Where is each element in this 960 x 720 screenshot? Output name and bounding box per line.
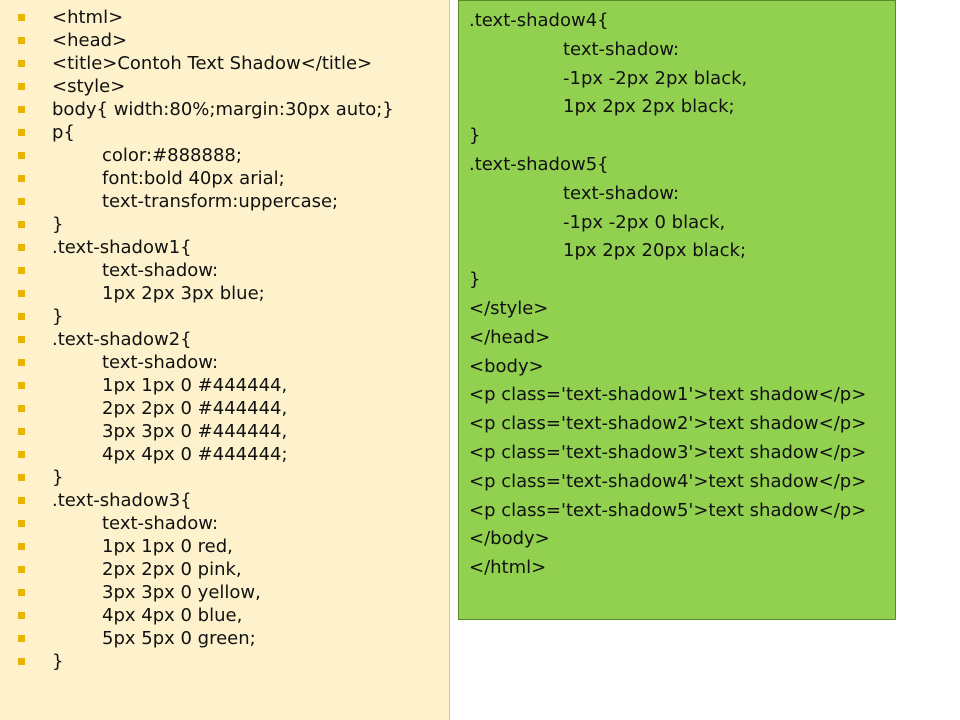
square-bullet-icon (18, 359, 25, 366)
code-line (0, 52, 449, 75)
square-bullet-icon (18, 474, 25, 481)
code-line-text: 4px 4px 0 blue, (102, 605, 243, 626)
code-line (459, 554, 895, 583)
code-line-text: <p class='text-shadow1'>text shadow</p> (469, 384, 867, 406)
code-line (459, 151, 895, 180)
code-line (0, 627, 449, 650)
code-line (0, 121, 449, 144)
code-line (0, 512, 449, 535)
code-line-text: <p class='text-shadow3'>text shadow</p> (469, 441, 867, 463)
square-bullet-icon (18, 497, 25, 504)
code-line (0, 98, 449, 121)
code-line (0, 420, 449, 443)
code-line-text: } (52, 467, 64, 488)
code-line (459, 468, 895, 497)
square-bullet-icon (18, 129, 25, 136)
square-bullet-icon (18, 589, 25, 596)
code-line-text: 1px 1px 0 red, (102, 536, 233, 557)
code-line (459, 180, 895, 209)
square-bullet-icon (18, 106, 25, 113)
code-line-text: <p class='text-shadow5'>text shadow</p> (469, 499, 867, 521)
code-line (0, 305, 449, 328)
code-line (0, 213, 449, 236)
code-line-text: .text-shadow1{ (52, 237, 192, 258)
code-line-text: .text-shadow2{ (52, 329, 192, 350)
code-line (0, 558, 449, 581)
code-line-text: 5px 5px 0 green; (102, 628, 256, 649)
square-bullet-icon (18, 152, 25, 159)
code-line-text: } (469, 125, 481, 147)
code-line-text: text-transform:uppercase; (102, 191, 339, 212)
square-bullet-icon (18, 221, 25, 228)
square-bullet-icon (18, 566, 25, 573)
code-line-text: } (52, 651, 64, 672)
code-line-text: .text-shadow5{ (469, 153, 609, 175)
code-line-text: </style> (469, 297, 549, 319)
code-line (0, 282, 449, 305)
code-line (459, 93, 895, 122)
code-line-text: } (469, 269, 481, 291)
code-line (0, 535, 449, 558)
code-line-text: } (52, 214, 64, 235)
square-bullet-icon (18, 313, 25, 320)
code-line (0, 6, 449, 29)
code-line-text: 3px 3px 0 yellow, (102, 582, 261, 603)
code-line (459, 7, 895, 36)
code-line (0, 167, 449, 190)
code-line-text: .text-shadow3{ (52, 490, 192, 511)
square-bullet-icon (18, 405, 25, 412)
square-bullet-icon (18, 612, 25, 619)
code-line-text: text-shadow: (102, 260, 219, 281)
code-line-text: text-shadow: (563, 182, 680, 204)
square-bullet-icon (18, 428, 25, 435)
code-line-text: 4px 4px 0 #444444; (102, 444, 288, 465)
code-line (459, 36, 895, 65)
code-line-text: text-shadow: (102, 352, 219, 373)
code-line (459, 237, 895, 266)
square-bullet-icon (18, 83, 25, 90)
code-line-text: <p class='text-shadow4'>text shadow</p> (469, 470, 867, 492)
code-line-text: font:bold 40px arial; (102, 168, 285, 189)
square-bullet-icon (18, 60, 25, 67)
square-bullet-icon (18, 635, 25, 642)
code-line-text: body{ width:80%;margin:30px auto;} (52, 99, 394, 120)
code-line (0, 489, 449, 512)
code-line (0, 604, 449, 627)
code-line-text: -1px -2px 0 black, (563, 211, 726, 233)
left-code-list (0, 0, 449, 673)
square-bullet-icon (18, 520, 25, 527)
square-bullet-icon (18, 543, 25, 550)
code-line (0, 466, 449, 489)
code-line (459, 381, 895, 410)
square-bullet-icon (18, 382, 25, 389)
square-bullet-icon (18, 336, 25, 343)
code-line-text: <title>Contoh Text Shadow</title> (52, 53, 373, 74)
code-line-text: <html> (52, 7, 124, 28)
square-bullet-icon (18, 658, 25, 665)
code-line-text: </body> (469, 528, 550, 550)
code-line-text: <p class='text-shadow2'>text shadow</p> (469, 413, 867, 435)
code-line-text: } (52, 306, 64, 327)
right-code-panel (458, 0, 896, 620)
code-line (0, 144, 449, 167)
code-line-text: 1px 1px 0 #444444, (102, 375, 288, 396)
code-line (0, 581, 449, 604)
square-bullet-icon (18, 267, 25, 274)
code-line (0, 259, 449, 282)
code-line (459, 65, 895, 94)
code-line-text: <body> (469, 355, 544, 377)
code-line (459, 497, 895, 526)
code-line-text: </head> (469, 326, 551, 348)
code-line (459, 209, 895, 238)
code-line-text: 3px 3px 0 #444444, (102, 421, 288, 442)
code-line-text: 2px 2px 0 pink, (102, 559, 242, 580)
code-line-text: text-shadow: (102, 513, 219, 534)
code-line (459, 439, 895, 468)
code-line-text: .text-shadow4{ (469, 10, 609, 31)
code-line-text: 2px 2px 0 #444444, (102, 398, 288, 419)
code-line (0, 190, 449, 213)
code-line (0, 75, 449, 98)
code-line (0, 351, 449, 374)
code-line (0, 397, 449, 420)
code-line (459, 266, 895, 295)
square-bullet-icon (18, 175, 25, 182)
code-line (459, 410, 895, 439)
code-line-text: 1px 2px 20px black; (563, 240, 747, 262)
code-line-text: -1px -2px 2px black, (563, 67, 748, 89)
code-line (459, 324, 895, 353)
square-bullet-icon (18, 290, 25, 297)
square-bullet-icon (18, 37, 25, 44)
code-line-text: p{ (52, 122, 75, 143)
code-line-text: 1px 2px 2px black; (563, 96, 735, 118)
square-bullet-icon (18, 244, 25, 251)
code-line (459, 122, 895, 151)
code-line-text: color:#888888; (102, 145, 242, 166)
code-line (0, 374, 449, 397)
code-line (459, 295, 895, 324)
code-line-text: <head> (52, 30, 128, 51)
code-line-text: </html> (469, 557, 547, 579)
code-line-text: 1px 2px 3px blue; (102, 283, 265, 304)
code-line (0, 443, 449, 466)
code-line-text: <style> (52, 76, 126, 97)
code-line (459, 525, 895, 554)
code-line (0, 650, 449, 673)
square-bullet-icon (18, 14, 25, 21)
code-line (459, 353, 895, 382)
code-line (0, 29, 449, 52)
code-line-text: text-shadow: (563, 38, 680, 60)
code-line (0, 328, 449, 351)
left-code-panel (0, 0, 450, 720)
right-code-list (459, 1, 895, 583)
code-line (0, 236, 449, 259)
square-bullet-icon (18, 451, 25, 458)
square-bullet-icon (18, 198, 25, 205)
